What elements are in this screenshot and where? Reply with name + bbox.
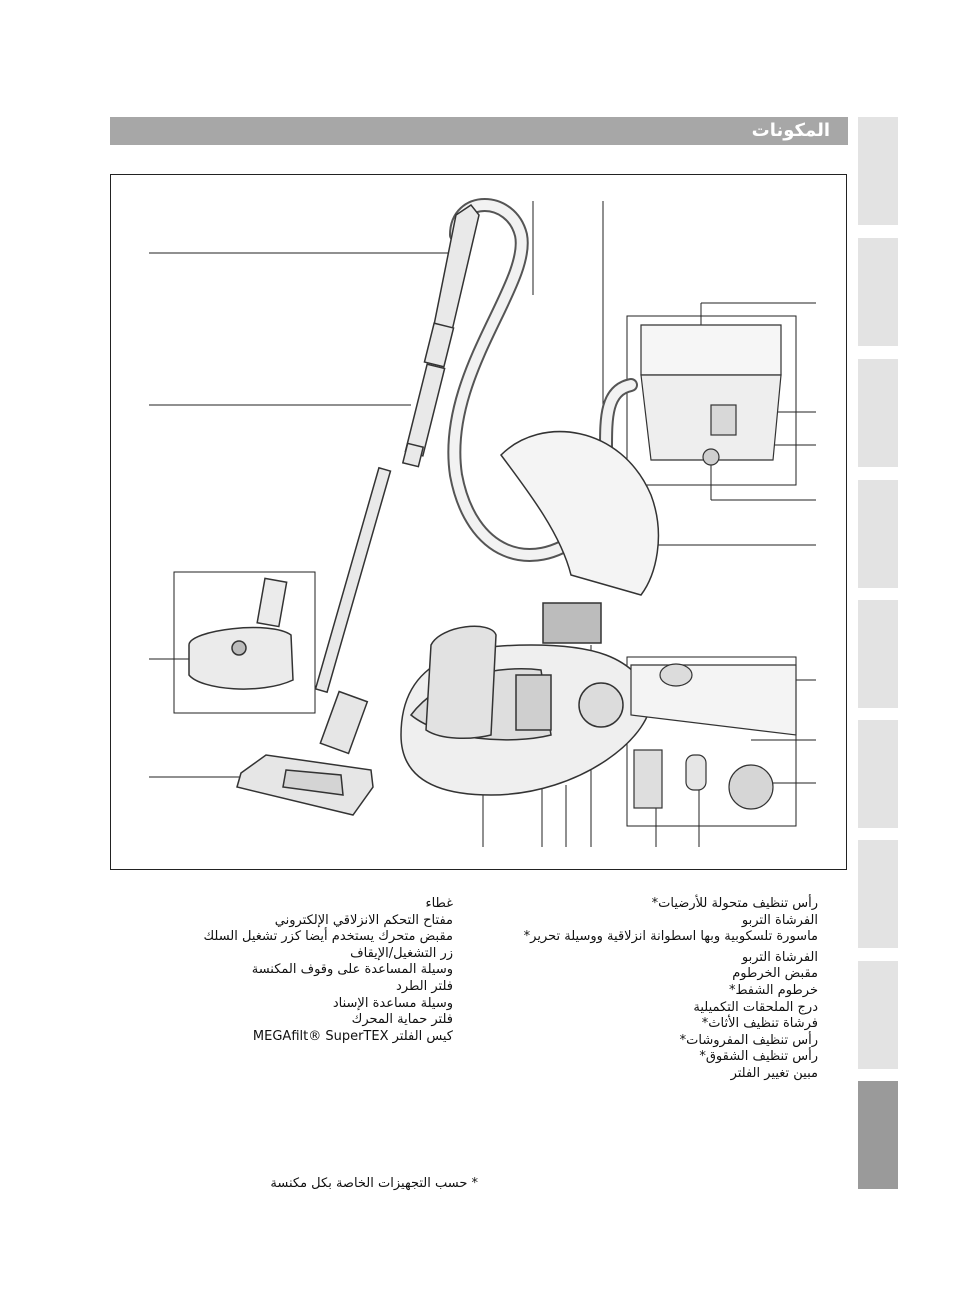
list-item: رأس تنظيف الشقوق*	[699, 1049, 818, 1065]
section-header	[110, 117, 848, 145]
chapter-tab-8[interactable]	[858, 961, 898, 1069]
list-item: مبين تغيير الفلتر	[730, 1065, 818, 1081]
section-title: المكونات	[751, 120, 830, 141]
list-item: ماسورة تلسكوبية وبها اسطوانة انزلاقية ووسيلة تحرير*	[523, 929, 818, 945]
list-item: رأس تنظيف متحولة للأرضيات*	[651, 896, 818, 911]
chapter-tab-7[interactable]	[858, 840, 898, 948]
list-item: فرشاة تنظيف الأثاث*	[701, 1016, 818, 1032]
components-list-right	[488, 896, 818, 1083]
list-item: وسيلة المساعدة على وقوف المكنسة	[251, 962, 453, 978]
components-list-left	[193, 896, 453, 1045]
list-item: وسيلة مساعدة الإسناد	[332, 995, 453, 1011]
list-item: الفرشاة التربو	[741, 912, 818, 928]
list-item: الفرشاة التربو	[741, 949, 818, 965]
list-item: مقبض الخرطوم	[732, 966, 818, 982]
list-item: زر التشغيل/الإيقاف	[350, 945, 453, 961]
list-item: مقبض متحرك يستخدم أيضا كزر تشغيل السلك	[203, 929, 453, 945]
chapter-tab-2[interactable]	[858, 238, 898, 346]
chapter-tab-1[interactable]	[858, 117, 898, 225]
vacuum-diagram	[110, 174, 847, 870]
list-item: فلتر حماية المحرك	[351, 1012, 453, 1028]
list-item: رأس تنظيف المفروشات*	[679, 1032, 818, 1048]
list-item: مفتاح التحكم الانزلاقي الإلكتروني	[274, 912, 453, 928]
chapter-tab-5[interactable]	[858, 600, 898, 708]
list-item: غطاء	[425, 896, 453, 911]
chapter-tab-4[interactable]	[858, 480, 898, 588]
chapter-tab-3[interactable]	[858, 359, 898, 467]
list-item: خرطوم الشفط*	[728, 982, 818, 998]
list-item: كيس الفلتر MEGAfilt® SuperTEX	[252, 1028, 453, 1044]
vacuum-illustration	[111, 175, 848, 871]
chapter-tab-6[interactable]	[858, 720, 898, 828]
list-item: درج الملحقات التكميلية	[693, 999, 818, 1015]
chapter-tab-active[interactable]	[858, 1081, 898, 1189]
footnote: * حسب التجهيزات الخاصة بكل مكنسة	[270, 1176, 478, 1191]
list-item: فلتر الطرد	[396, 978, 453, 994]
